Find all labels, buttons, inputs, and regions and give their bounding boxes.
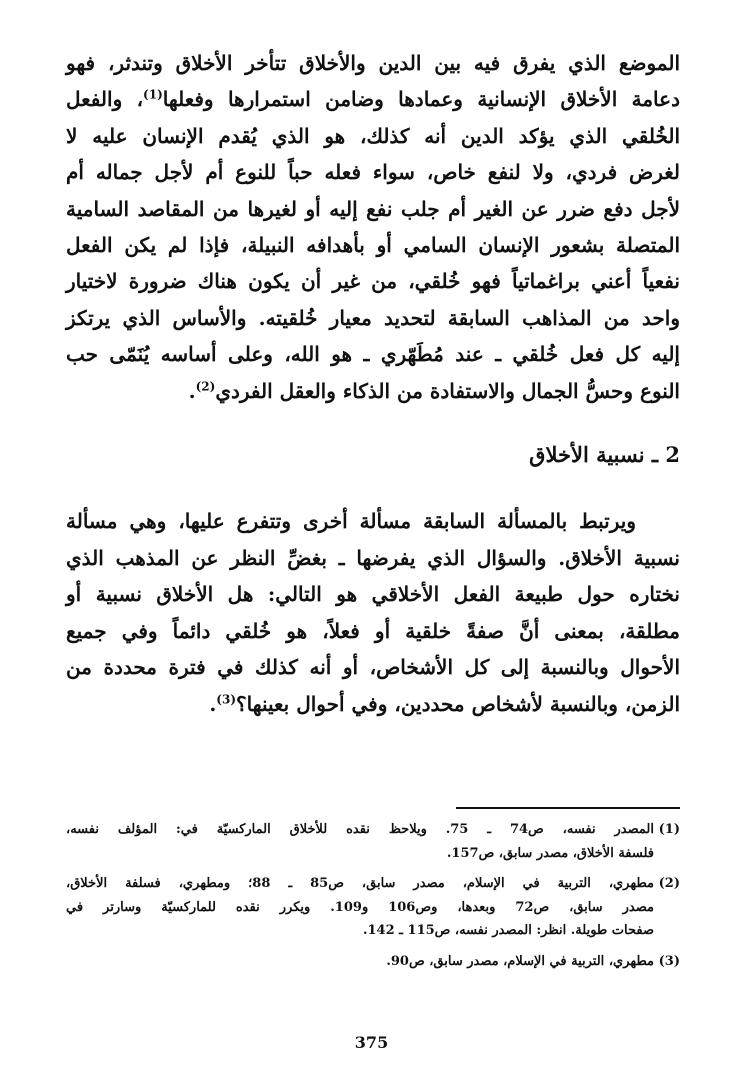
footnote-line: صفحات طويلة. انظر: المصدر نفسه، ص115 ـ 142.: [362, 923, 654, 938]
footnote-number: (3): [658, 953, 680, 969]
text-line: واحد من المذاهب السابقة لتحديد معيار خُلقيته. والأساس الذي يرتكز: [66, 305, 680, 330]
footnote-ref[interactable]: (1): [143, 87, 163, 102]
text-line: نختاره حول طبيعة الفعل الأخلاقي هو التالي: هل الأخلاق نسبية أو: [66, 582, 680, 607]
text-line: النوع وحسُّ الجمال والاستفادة من الذكاء والعقل الفردي$^{(2)}$.: [188, 378, 680, 403]
text-line: دعامة الأخلاق الإنسانية وعمادها وضامن استمرارها وفعلها$^{(1)}$، والفعل: [66, 87, 680, 112]
footnote-line: مصدر سابق، ص72 وبعدها، وص106 و109. ويكرر نقده للماركسيّة وسارتر في: [66, 899, 654, 915]
text-line: نفعياً أعني براغماتياً فهو خُلقي، من غير أن يكون هناك ضرورة لاختيار: [66, 269, 680, 294]
footnote-2: [66, 872, 680, 943]
footnote-1: [66, 818, 680, 865]
footnote-number: (1): [658, 822, 680, 837]
text-line: نسبية الأخلاق. والسؤال الذي يفرضها ـ بغضِّ النظر عن المذهب الذي: [66, 545, 680, 570]
text-line: إليه كل فعل خُلقي ـ عند مُطَهّري ـ هو الله، وعلى أساسه يُنَمّى حب: [66, 342, 680, 367]
text-line: ويرتبط بالمسألة السابقة مسألة أخرى وتتفرع عليها، وهي مسألة: [66, 509, 636, 534]
footnote-ref[interactable]: (3): [216, 691, 237, 706]
page-number: 375: [354, 1033, 389, 1052]
footnote-line: المصدر نفسه، ص74 ـ 75. ويلاحظ نقده للأخلاق الماركسيّة في: المؤلف نفسه،: [66, 822, 654, 837]
section-heading: 2 ـ نسبية الأخلاق: [529, 442, 680, 468]
text-line: الخُلقي الذي يؤكد الدين أنه كذلك، هو الذي يُقدم الإنسان عليه لا: [66, 123, 680, 148]
footnote-line: مطهري، التربية في الإسلام، مصدر سابق، ص90.: [386, 953, 654, 969]
footnotes: [66, 818, 680, 980]
text-line: مطلقة، بمعنى أنَّ صفةً خلقية أو فعلاً، هو خُلقي دائماً وفي جميع: [66, 618, 680, 643]
text-line: الأحوال وبالنسبة إلى كل الأشخاص، أو أنه كذلك في فترة محددة من: [66, 655, 680, 680]
footnote-3: [66, 950, 680, 974]
footnote-divider: [456, 807, 680, 809]
footnote-line: مطهري، التربية في الإسلام، مصدر سابق، ص85 ـ 88؛ ومطهري، فسلفة الأخلاق،: [66, 876, 654, 891]
text-line: لغرض فردي، ولا لنفع خاص، سواء فعله حباً للنوع أم لأجل جماله أم: [66, 160, 680, 185]
text-line: المتصلة بشعور الإنسان السامي أو بأهدافه النبيلة، فإذا لم يكن الفعل: [66, 233, 680, 258]
text-line: لأجل دفع ضرر عن الغير أم جلب نفع إليه أو لغيرها من المقاصد السامية: [66, 196, 680, 221]
main-text: [66, 45, 680, 722]
text-line: الزمن، وبالنسبة لأشخاص محددين، وفي أحوال بعينها؟$^{(3)}$.: [209, 691, 680, 716]
footnote-number: (2): [658, 876, 680, 891]
text-line: الموضع الذي يفرق فيه بين الدين والأخلاق تتأخر الأخلاق وتندثر، فهو: [66, 51, 680, 75]
footnote-line: فلسفة الأخلاق، مصدر سابق، ص157.: [446, 845, 654, 861]
footnote-ref[interactable]: (2): [195, 379, 216, 393]
